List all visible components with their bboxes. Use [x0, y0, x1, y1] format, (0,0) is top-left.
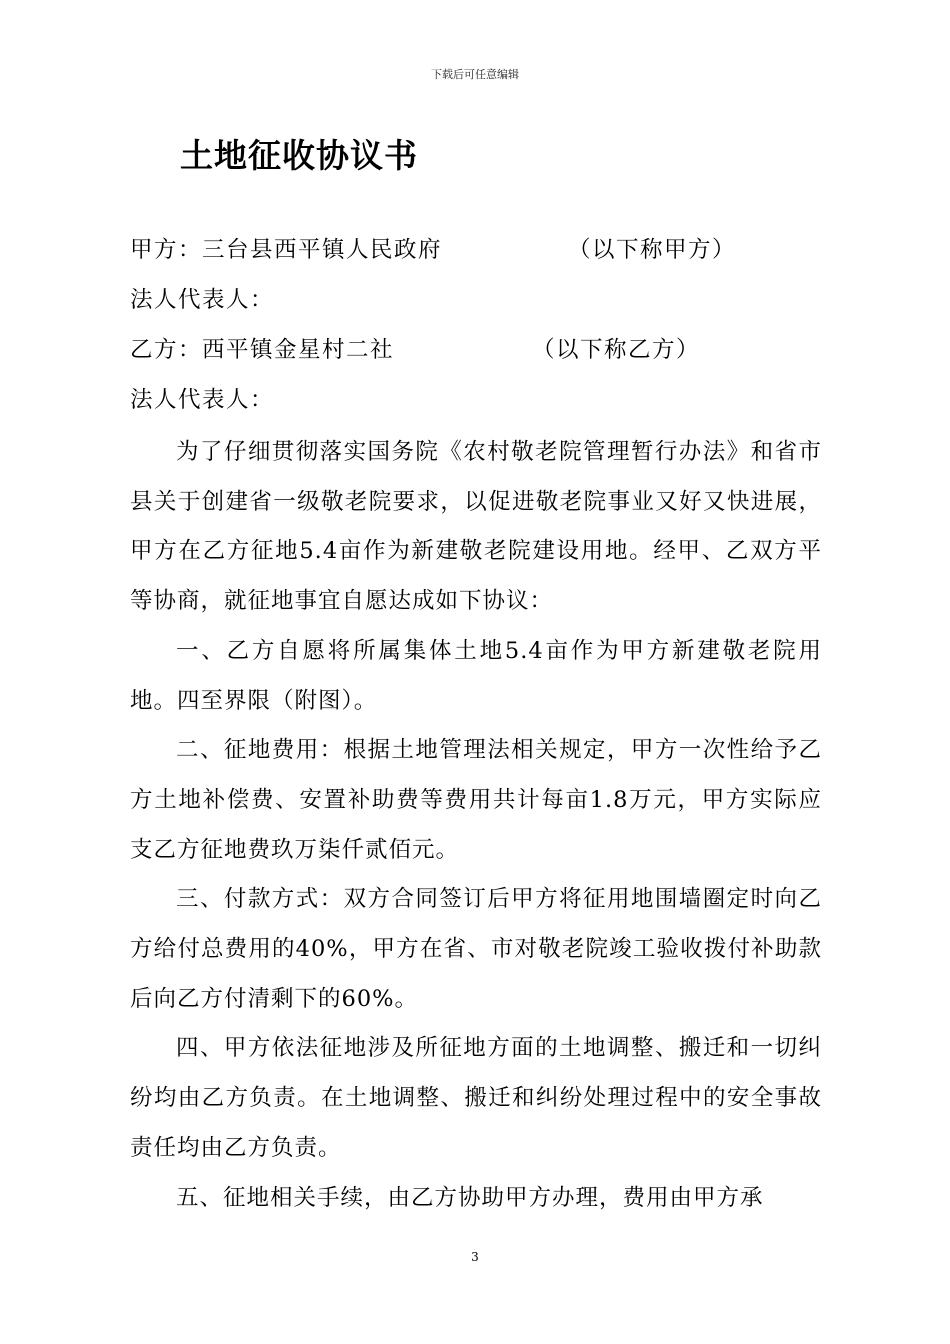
agreement-body	[130, 428, 822, 1223]
paragraph-clause-4: 四、甲方依法征地涉及所征地方面的土地调整、搬迁和一切纠纷均由乙方负责。在土地调整、搬迁和纠纷处理过程中的安全事故责任均由乙方负责。	[130, 1035, 822, 1161]
page-number: 3	[471, 1250, 479, 1264]
paragraph-clause-2: 二、征地费用：根据土地管理法相关规定，甲方一次性给予乙方土地补偿费、安置补助费等费用共计每亩1.8万元，甲方实际应支乙方征地费玖万柒仟贰佰元。	[130, 737, 822, 863]
party-b-note: （以下称乙方）	[532, 337, 701, 363]
party-a-representative: 法人代表人：	[130, 287, 275, 313]
header-note: 下载后可任意编辑	[431, 68, 519, 81]
party-b-line: 乙方：西平镇金星村二社	[130, 337, 395, 363]
paragraph-clause-1: 一、乙方自愿将所属集体土地5.4亩作为甲方新建敬老院用地。四至界限（附图）。	[130, 637, 822, 714]
party-a-note: （以下称甲方）	[568, 237, 737, 263]
document-title: 土地征收协议书	[180, 136, 418, 175]
paragraph-clause-5: 五、征地相关手续，由乙方协助甲方办理，费用由甲方承	[176, 1184, 764, 1211]
paragraph-intro: 为了仔细贯彻落实国务院《农村敬老院管理暂行办法》和省市县关于创建省一级敬老院要求，以促进敬老院事业又好又快进展，甲方在乙方征地5.4亩作为新建敬老院建设用地。经甲、乙双方平等协商，就征地事宜自愿达成如下协议：	[130, 439, 822, 615]
paragraph-clause-3: 三、付款方式：双方合同签订后甲方将征用地围墙圈定时向乙方给付总费用的40%，甲方在省、市对敬老院竣工验收拨付补助款后向乙方付清剩下的60%。	[130, 886, 822, 1012]
party-b-representative: 法人代表人：	[130, 387, 275, 413]
party-a-line: 甲方：三台县西平镇人民政府	[130, 237, 443, 263]
